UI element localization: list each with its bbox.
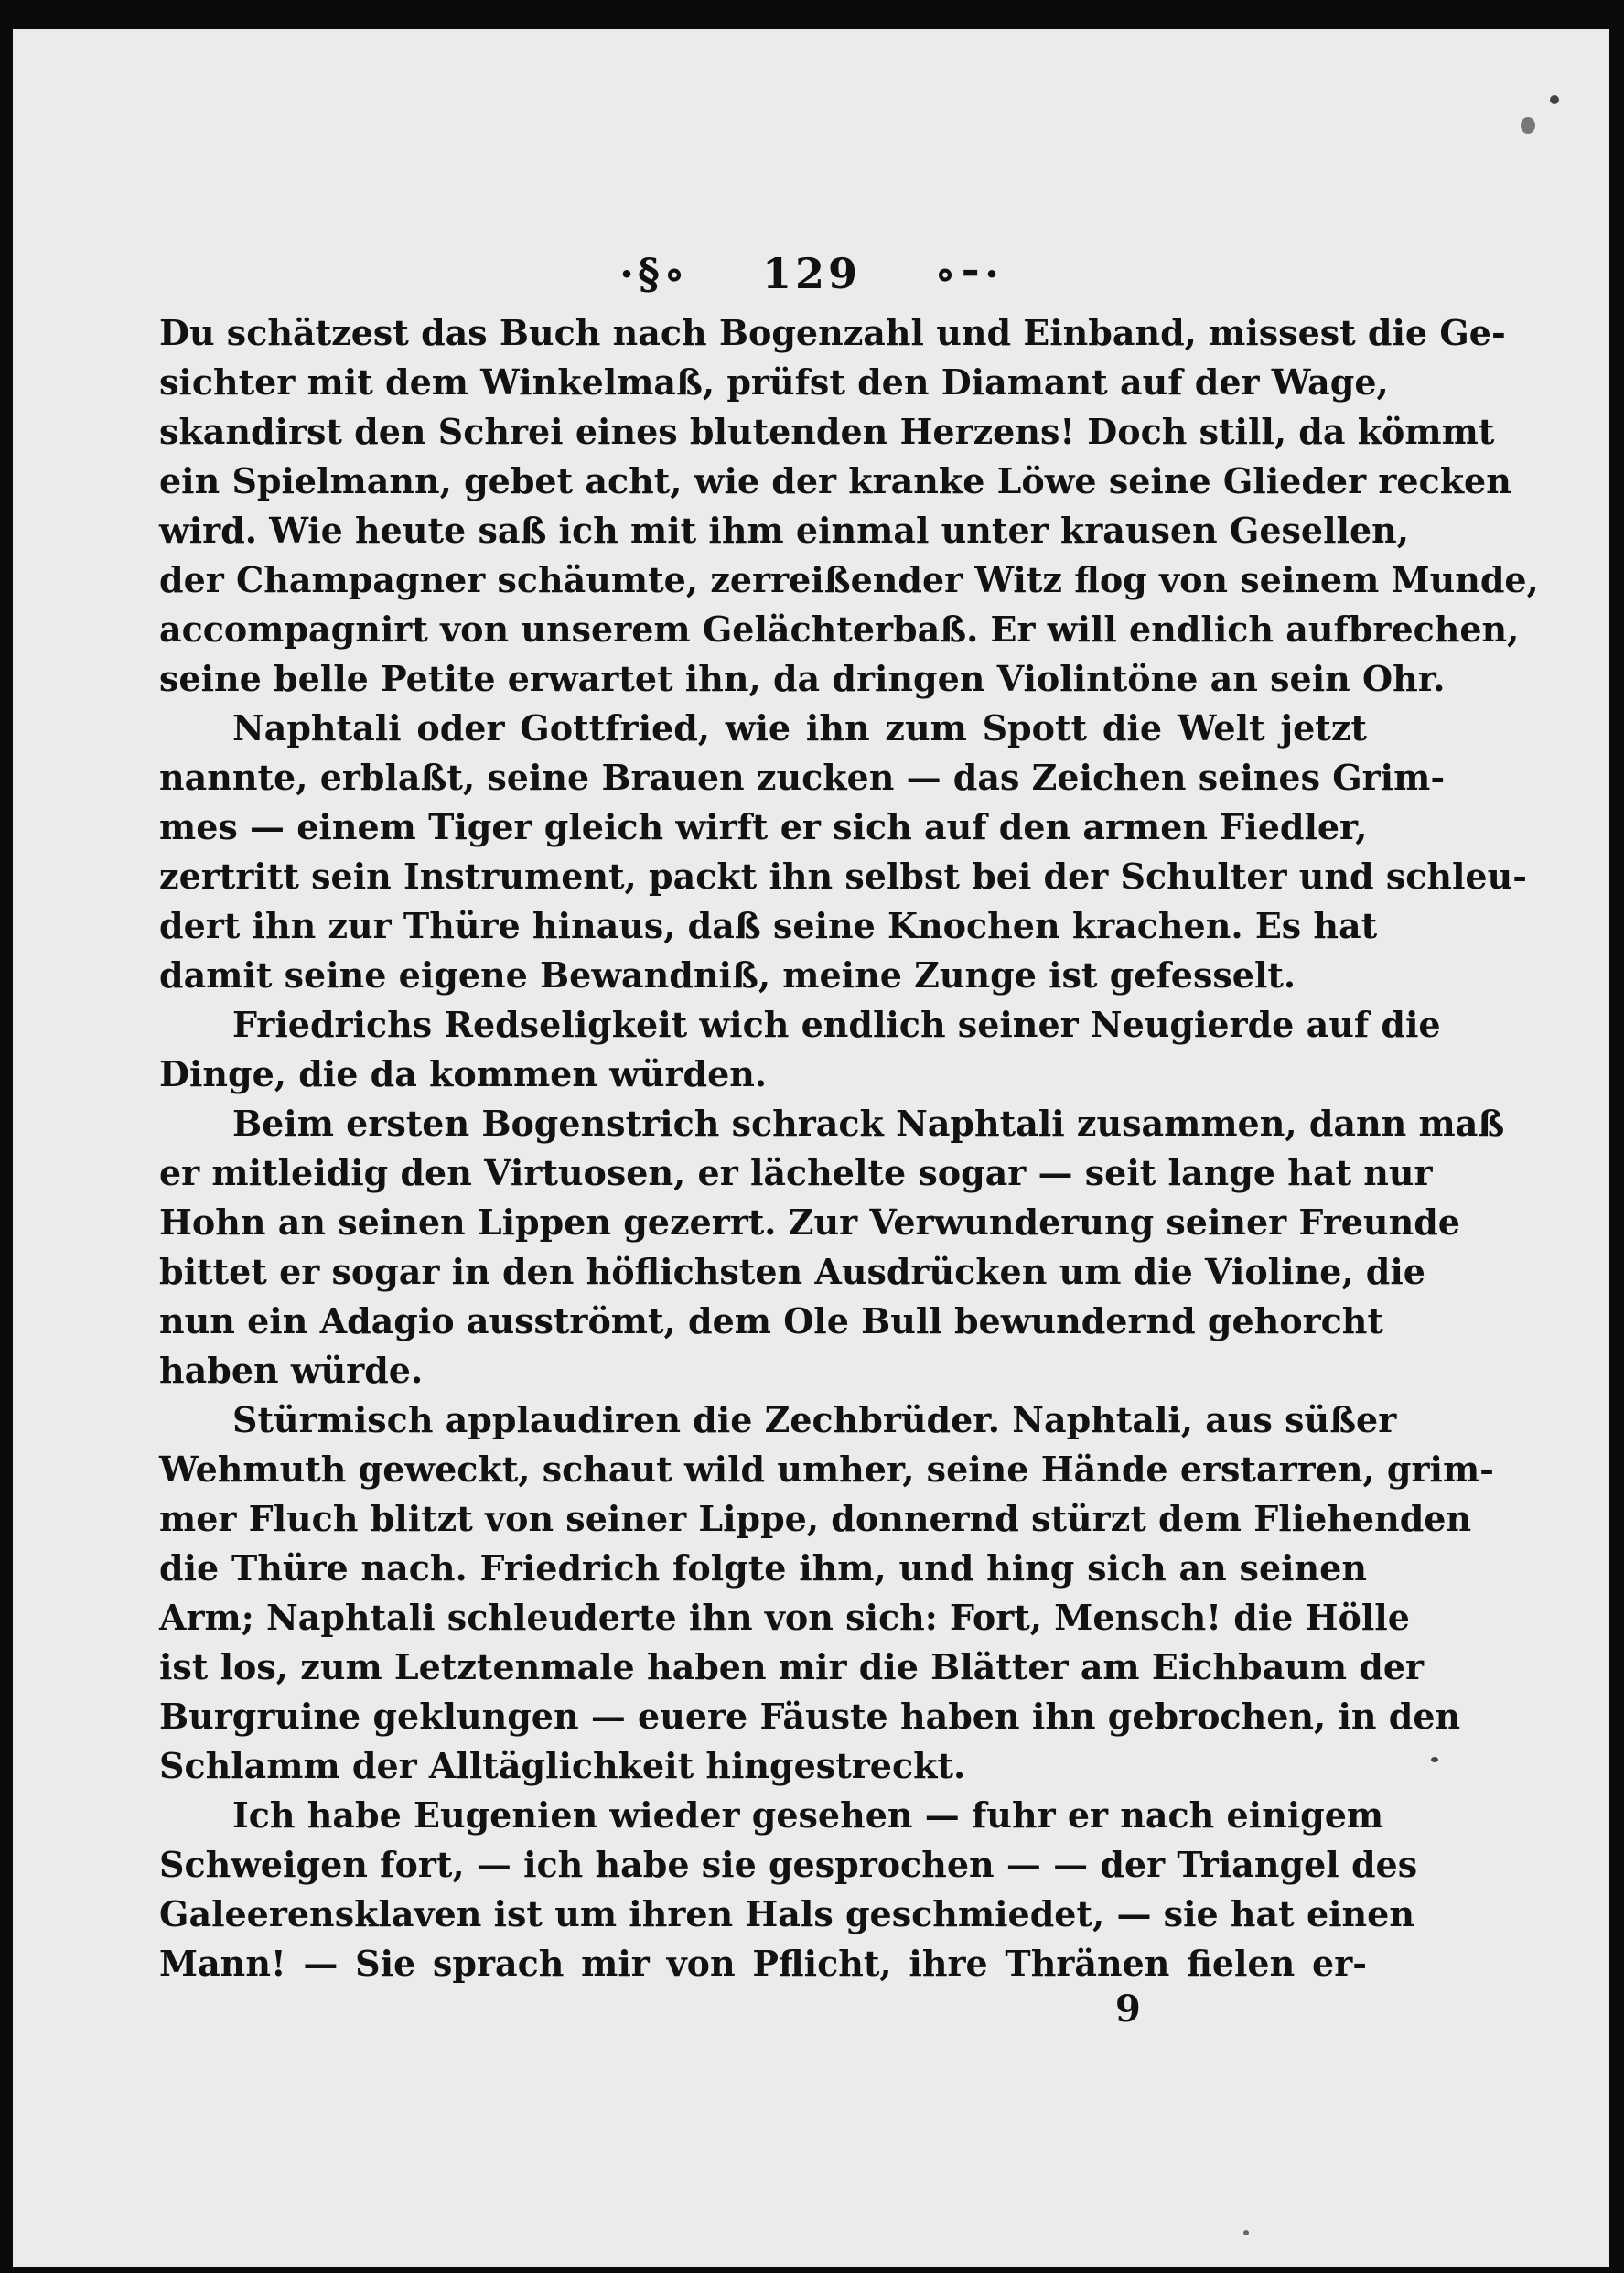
- body-text: [159, 308, 1539, 1988]
- text-line: Ich habe Eugenien wieder gesehen — fuhr er nach einigem: [232, 1794, 1384, 1836]
- text-line: Naphtali oder Gottfried, wie ihn zum Spott die Welt jetzt: [232, 707, 1367, 749]
- text-line: zertritt sein Instrument, packt ihn selbst bei der Schulter und schleu-: [159, 856, 1528, 897]
- header-right-ornament: ∘⁃·: [934, 249, 1003, 298]
- text-line: ein Spielmann, gebet acht, wie der kranke Löwe seine Glieder recken: [159, 460, 1511, 501]
- text-line: Burgruine geklungen — euere Fäuste haben ihn gebrochen, in den: [159, 1696, 1461, 1737]
- text-line: Du schätzest das Buch nach Bogenzahl und Einband, missest die Ge-: [159, 312, 1506, 353]
- speck-mark: [1521, 117, 1535, 134]
- speck-mark: [1431, 1757, 1438, 1762]
- text-line: seine belle Petite erwartet ihn, da dringen Violintöne an sein Ohr.: [159, 658, 1446, 699]
- text-line: Galeerensklaven ist um ihren Hals geschmiedet, — sie hat einen: [159, 1893, 1414, 1934]
- text-line: nannte, erblaßt, seine Brauen zucken — das Zeichen seines Grim-: [159, 757, 1446, 798]
- text-line: dert ihn zur Thüre hinaus, daß seine Knochen krachen. Es hat: [159, 905, 1378, 946]
- text-line: Wehmuth geweckt, schaut wild umher, seine Hände erstarren, grim-: [159, 1449, 1494, 1490]
- signature-mark: 9: [1115, 1988, 1141, 2031]
- text-line: Mann! — Sie sprach mir von Pflicht, ihre Thränen fielen er-: [159, 1943, 1367, 1984]
- page-number: 129: [762, 249, 862, 298]
- speck-mark: [1550, 95, 1559, 104]
- text-line: accompagnirt von unserem Gelächterbaß. Er will endlich aufbrechen,: [159, 609, 1520, 650]
- text-line: Arm; Naphtali schleuderte ihn von sich: Fort, Mensch! die Hölle: [159, 1597, 1410, 1638]
- text-line: Beim ersten Bogenstrich schrack Naphtali zusammen, dann maß: [232, 1103, 1505, 1144]
- text-line: ist los, zum Letztenmale haben mir die Blätter am Eichbaum der: [159, 1646, 1425, 1687]
- text-line: Schlamm der Alltäglichkeit hingestreckt.: [159, 1745, 966, 1786]
- text-line: damit seine eigene Bewandniß, meine Zunge ist gefesselt.: [159, 954, 1296, 996]
- text-line: sichter mit dem Winkelmaß, prüfst den Diamant auf der Wage,: [159, 361, 1389, 403]
- text-line: haben würde.: [159, 1350, 424, 1391]
- page-header: [13, 249, 1609, 298]
- book-page: [13, 29, 1609, 2267]
- text-line: mer Fluch blitzt von seiner Lippe, donnernd stürzt dem Fliehenden: [159, 1498, 1472, 1539]
- text-line: Hohn an seinen Lippen gezerrt. Zur Verwunderung seiner Freunde: [159, 1201, 1460, 1243]
- text-line: mes — einem Tiger gleich wirft er sich auf den armen Fiedler,: [159, 806, 1368, 847]
- text-line: bittet er sogar in den höflichsten Ausdrücken um die Violine, die: [159, 1251, 1425, 1292]
- text-line: skandirst den Schrei eines blutenden Herzens! Doch still, da kömmt: [159, 411, 1495, 452]
- text-line: Dinge, die da kommen würden.: [159, 1053, 768, 1094]
- text-line: der Champagner schäumte, zerreißender Witz flog von seinem Munde,: [159, 559, 1539, 600]
- text-line: nun ein Adagio ausströmt, dem Ole Bull bewundernd gehorcht: [159, 1300, 1383, 1341]
- text-line: Friedrichs Redseligkeit wich endlich seiner Neugierde auf die: [232, 1004, 1441, 1045]
- text-line: die Thüre nach. Friedrich folgte ihm, und hing sich an seinen: [159, 1547, 1367, 1589]
- text-line: er mitleidig den Virtuosen, er lächelte sogar — seit lange hat nur: [159, 1152, 1433, 1193]
- header-left-ornament: ·§∘: [619, 249, 689, 298]
- text-line: Schweigen fort, — ich habe sie gesprochen — — der Triangel des: [159, 1844, 1418, 1885]
- text-line: Stürmisch applaudiren die Zechbrüder. Naphtali, aus süßer: [232, 1399, 1397, 1440]
- speck-mark: [1243, 2230, 1249, 2235]
- text-line: wird. Wie heute saß ich mit ihm einmal unter krausen Gesellen,: [159, 510, 1410, 551]
